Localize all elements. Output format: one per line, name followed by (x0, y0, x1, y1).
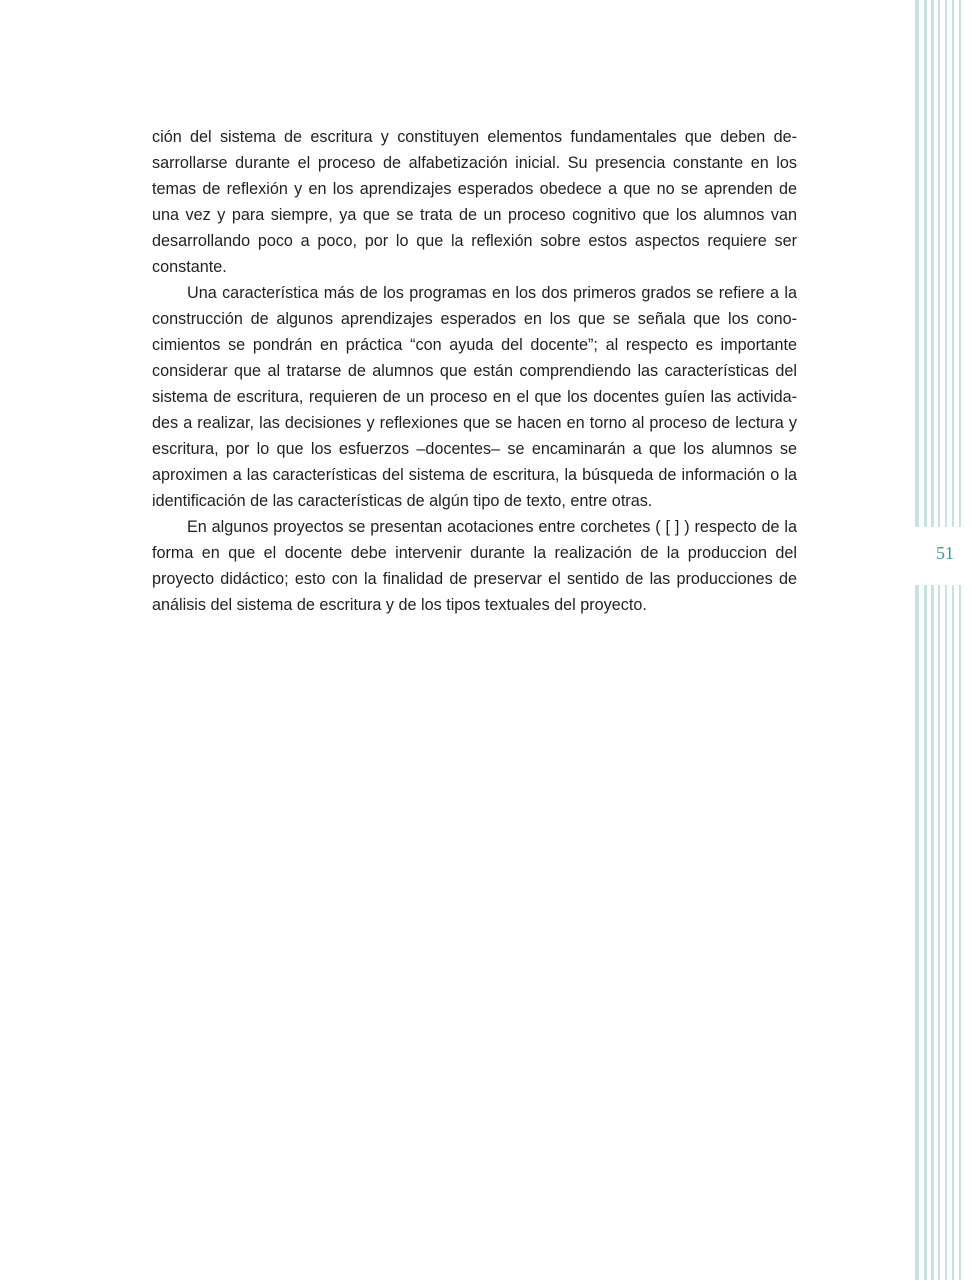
decorative-side-stripes (912, 0, 972, 1280)
paragraph-1: ción del sistema de escritura y constituyen elementos fundamentales que deben desarrollarse durante el proceso de alfabetización inicial. Su presencia constante en los temas de reflexión y en los aprendizajes esperados obedece a que no se aprenden de una vez y para siempre, ya que se trata de un proceso cognitivo que los alumnos van desarrollando poco a poco, por lo que la reflexión sobre estos aspectos requiere ser constante. (152, 128, 797, 276)
page-number: 51 (936, 543, 954, 563)
body-text (152, 124, 797, 618)
paragraph-3: En algunos proyectos se presentan acotaciones entre corchetes ( [ ] ) respecto de la forma en que el docente debe intervenir durante la realización de la produccion del proyecto didáctico; esto con la finalidad de preservar el sentido de las producciones de análisis del sistema de escritura y de los tipos textuales del proyecto. (152, 518, 797, 614)
paragraph-2: Una característica más de los programas en los dos primeros grados se refiere a la construcción de algunos aprendizajes esperados en los que se señala que los conocimientos se pondrán en práctica “con ayuda del docente”; al respecto es importante considerar que al tratarse de alumnos que están comprendiendo las características del sistema de escritura, requieren de un proceso en el que los docentes guíen las actividades a realizar, las decisiones y reflexiones que se hacen en torno al proceso de lectura y escritura, por lo que los esfuerzos –docentes– se encaminarán a que los alumnos se aproximen a las características del sistema de escritura, la búsqueda de información o la identificación de las características de algún tipo de texto, entre otras. (152, 284, 797, 510)
